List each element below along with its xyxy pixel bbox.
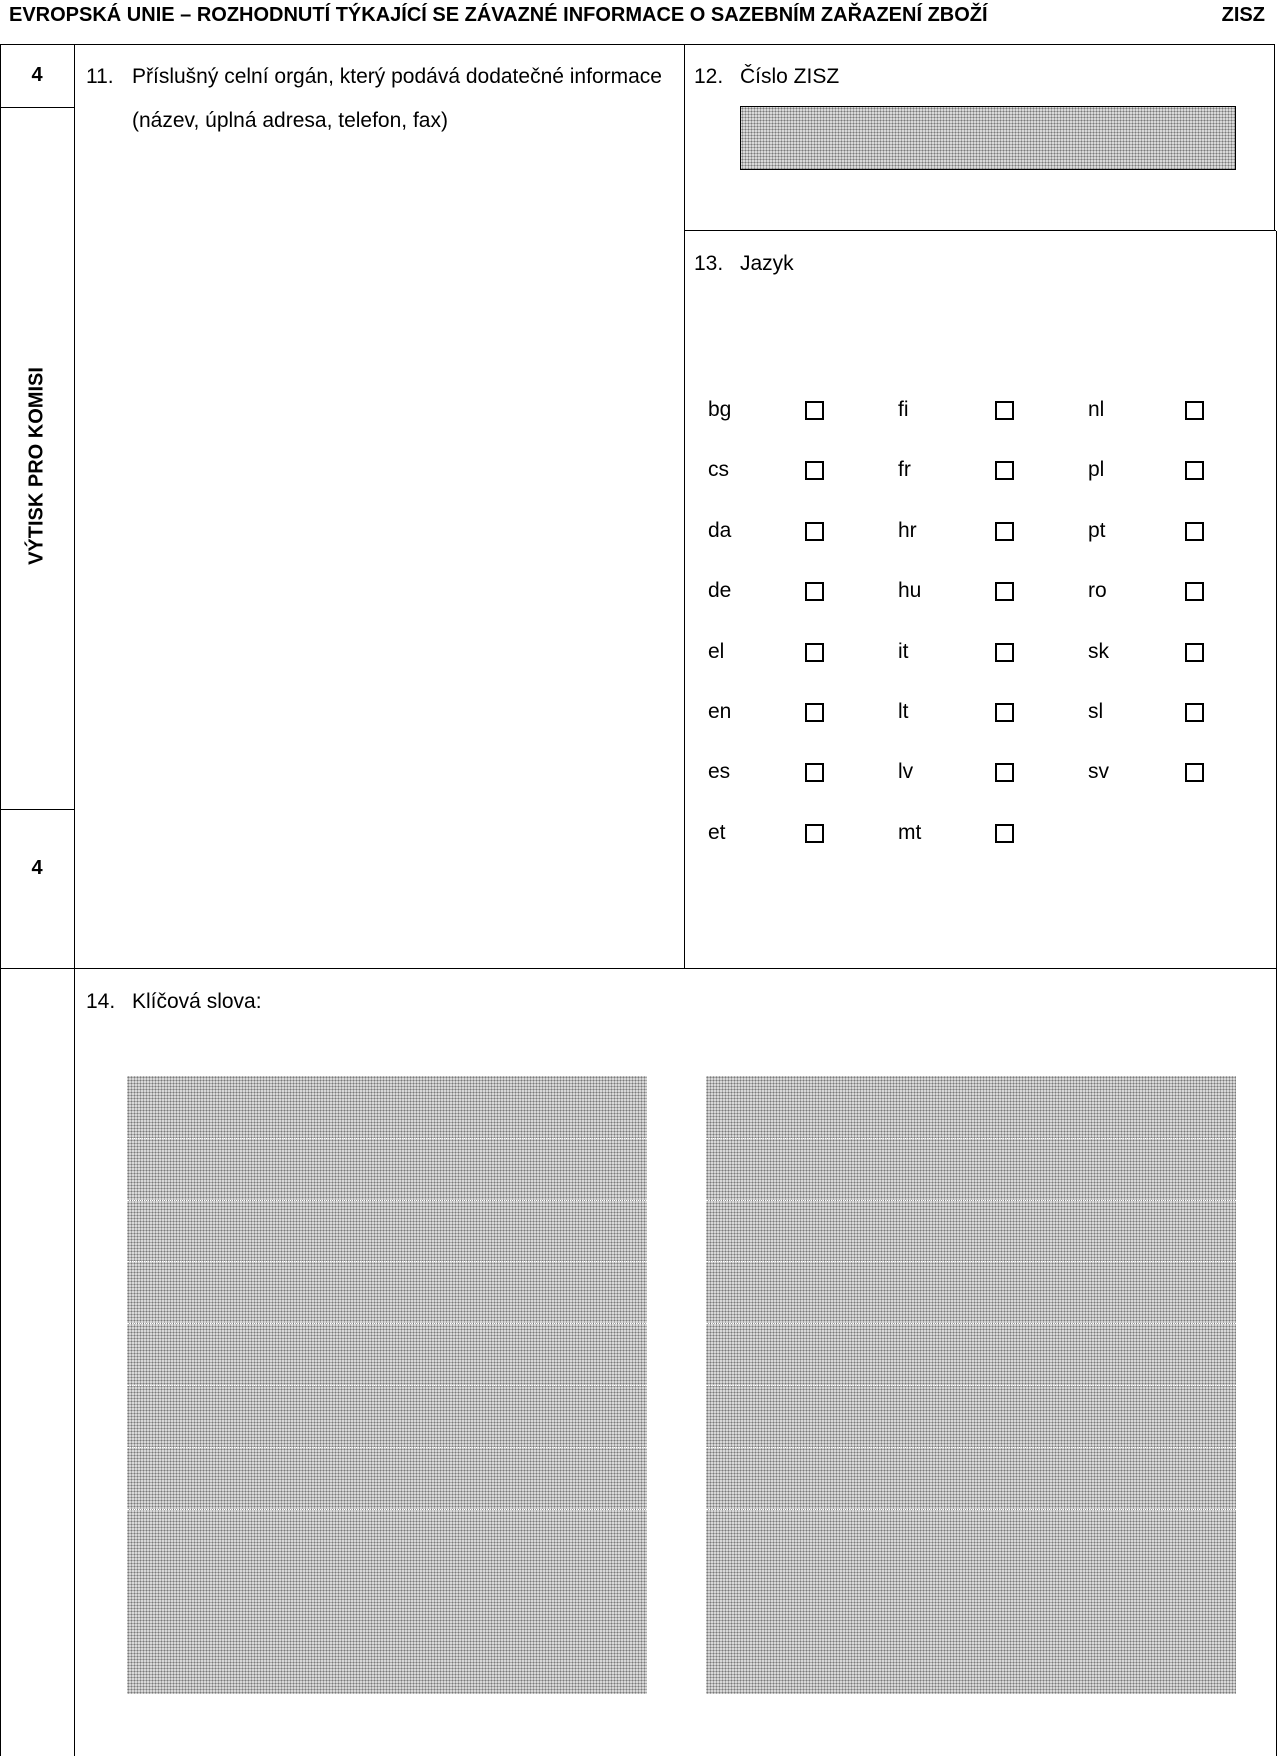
language-checkbox-sk[interactable]	[1185, 643, 1204, 662]
language-label-hr: hr	[898, 518, 917, 542]
box12-number: 12.	[694, 65, 724, 88]
language-checkbox-fi[interactable]	[995, 401, 1014, 420]
frame-top-border	[0, 44, 1275, 45]
language-label-da: da	[708, 518, 732, 542]
language-checkbox-da[interactable]	[805, 522, 824, 541]
keyword-row-separator	[127, 1447, 647, 1448]
copy-number-top: 4	[31, 64, 43, 86]
language-label-pt: pt	[1088, 518, 1106, 542]
box11-sublabel: (název, úplná adresa, telefon, fax)	[132, 109, 448, 132]
language-label-bg: bg	[708, 398, 732, 421]
language-label-mt: mt	[898, 820, 922, 844]
zisz-number-field[interactable]	[740, 106, 1236, 170]
language-checkbox-et[interactable]	[805, 824, 824, 843]
language-checkbox-cs[interactable]	[805, 461, 824, 480]
language-checkbox-lv[interactable]	[995, 763, 1014, 782]
language-checkbox-en[interactable]	[805, 703, 824, 722]
box12-label: Číslo ZISZ	[740, 65, 840, 88]
language-label-fr: fr	[898, 458, 911, 482]
copy-number-top-divider	[0, 107, 74, 108]
language-label-lt: lt	[898, 700, 909, 723]
keyword-row-separator	[127, 1509, 647, 1510]
language-checkbox-es[interactable]	[805, 763, 824, 782]
language-label-lv: lv	[898, 760, 914, 784]
box11-label: Příslušný celní orgán, který podává dodatečné informace	[132, 65, 662, 88]
box13-label: Jazyk	[740, 252, 794, 275]
language-checkbox-hr[interactable]	[995, 522, 1014, 541]
language-label-et: et	[708, 820, 726, 844]
language-checkbox-nl[interactable]	[1185, 401, 1204, 420]
language-label-de: de	[708, 579, 732, 603]
language-label-cs: cs	[708, 458, 729, 482]
language-checkbox-sv[interactable]	[1185, 763, 1204, 782]
keywords-field-right[interactable]	[706, 1076, 1236, 1694]
language-label-sk: sk	[1088, 639, 1109, 663]
form-title: EVROPSKÁ UNIE – ROZHODNUTÍ TÝKAJÍCÍ SE ZÁVAZNÉ INFORMACE O SAZEBNÍM ZAŘAZENÍ ZBOŽÍ	[9, 4, 988, 26]
keyword-row-separator	[706, 1200, 1236, 1201]
language-checkbox-ro[interactable]	[1185, 582, 1204, 601]
copy-vertical-label: VÝTISK PRO KOMISI	[25, 367, 48, 565]
box11-right-border	[684, 44, 685, 968]
language-checkbox-hu[interactable]	[995, 582, 1014, 601]
keyword-row-separator	[127, 1200, 647, 1201]
language-label-nl: nl	[1088, 398, 1105, 421]
language-label-ro: ro	[1088, 579, 1107, 603]
keyword-row-separator	[706, 1138, 1236, 1139]
box12-bottom-border	[684, 230, 1276, 231]
language-checkbox-pt[interactable]	[1185, 522, 1204, 541]
keyword-row-separator	[127, 1385, 647, 1386]
language-label-sv: sv	[1088, 760, 1109, 784]
language-checkbox-it[interactable]	[995, 643, 1014, 662]
keyword-row-separator	[706, 1447, 1236, 1448]
language-label-en: en	[708, 700, 732, 723]
keyword-row-separator	[706, 1509, 1236, 1510]
box14-number: 14.	[86, 990, 116, 1013]
language-label-sl: sl	[1088, 700, 1104, 723]
language-label-fi: fi	[898, 398, 909, 421]
language-label-es: es	[708, 760, 731, 784]
keyword-row-separator	[127, 1323, 647, 1324]
keyword-row-separator	[127, 1261, 647, 1262]
keyword-row-separator	[127, 1138, 647, 1139]
box12-right-border	[1274, 44, 1275, 231]
section-divider	[0, 968, 1277, 969]
language-checkbox-fr[interactable]	[995, 461, 1014, 480]
keyword-row-separator	[706, 1385, 1236, 1386]
box14-label: Klíčová slova:	[132, 990, 262, 1013]
keyword-row-separator	[706, 1261, 1236, 1262]
language-label-hu: hu	[898, 579, 922, 603]
copy-number-bottom: 4	[31, 857, 43, 879]
language-checkbox-de[interactable]	[805, 582, 824, 601]
language-checkbox-mt[interactable]	[995, 824, 1014, 843]
language-label-pl: pl	[1088, 458, 1105, 482]
box13-number: 13.	[694, 252, 724, 275]
frame-left-border	[0, 44, 1, 1756]
form-code: ZISZ	[1221, 4, 1265, 26]
language-checkbox-sl[interactable]	[1185, 703, 1204, 722]
box11-customs-authority	[86, 63, 674, 134]
language-checkbox-pl[interactable]	[1185, 461, 1204, 480]
language-label-el: el	[708, 639, 725, 663]
language-label-it: it	[898, 639, 909, 663]
language-checkbox-el[interactable]	[805, 643, 824, 662]
keywords-field-left[interactable]	[127, 1076, 647, 1694]
copy-number-bottom-divider	[0, 809, 74, 810]
language-checkbox-bg[interactable]	[805, 401, 824, 420]
copy-column-divider	[74, 44, 75, 1756]
keyword-row-separator	[706, 1323, 1236, 1324]
box11-number: 11.	[86, 65, 114, 88]
language-checkbox-lt[interactable]	[995, 703, 1014, 722]
